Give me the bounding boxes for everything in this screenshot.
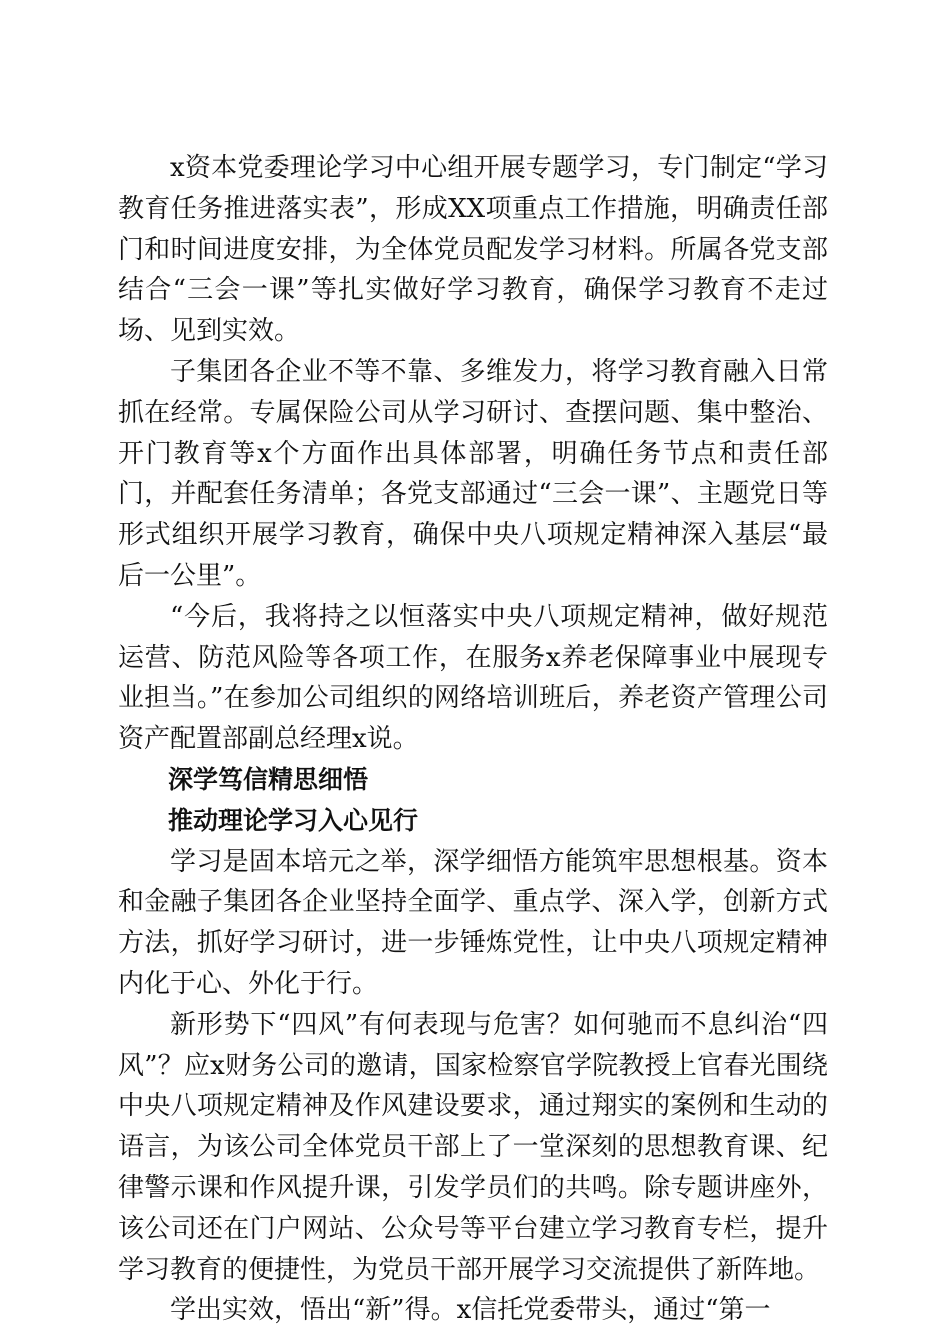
paragraph-1: x资本党委理论学习中心组开展专题学习，专门制定“学习教育任务推进落实表”，形成XX项重点工作措施，明确责任部门和时间进度安排，为全体党员配发学习材料。所属各党支部结合“三会一课”等扎实做好学习教育，确保学习教育不走过场、见到实效。: [118, 153, 828, 347]
section-heading-line-2: 推动理论学习入心见行: [168, 805, 419, 835]
document-body: [118, 148, 828, 1331]
section-heading-line-1: 深学笃信精思细悟: [168, 764, 369, 794]
paragraph-3: “今后，我将持之以恒落实中央八项规定精神，做好规范运营、防范风险等各项工作，在服务x养老保障事业中展现专业担当。”在参加公司组织的网络培训班后，养老资产管理公司资产配置部副总经理x说。: [118, 601, 828, 755]
paragraph-6: 学出实效，悟出“新”得。x信托党委带头，通过“第一: [170, 1295, 771, 1326]
paragraph-5: 新形势下“四风”有何表现与危害？如何驰而不息纠治“四风”？应x财务公司的邀请，国家检察官学院教授上官春光围绕中央八项规定精神及作风建设要求，通过翔实的案例和生动的语言，为该公司全体党员干部上了一堂深刻的思想教育课、纪律警示课和作风提升课，引发学员们的共鸣。除专题讲座外，该公司还在门户网站、公众号等平台建立学习教育专栏，提升学习教育的便捷性，为党员干部开展学习交流提供了新阵地。: [118, 1009, 828, 1285]
paragraph-2: 子集团各企业不等不靠、多维发力，将学习教育融入日常抓在经常。专属保险公司从学习研讨、查摆问题、集中整治、开门教育等x个方面作出具体部署，明确任务节点和责任部门，并配套任务清单；各党支部通过“三会一课”、主题党日等形式组织开展学习教育，确保中央八项规定精神深入基层“最后一公里”。: [118, 356, 828, 591]
paragraph-4: 学习是固本培元之举，深学细悟方能筑牢思想根基。资本和金融子集团各企业坚持全面学、重点学、深入学，创新方式方法，抓好学习研讨，进一步锤炼党性，让中央八项规定精神内化于心、外化于行。: [118, 846, 828, 999]
